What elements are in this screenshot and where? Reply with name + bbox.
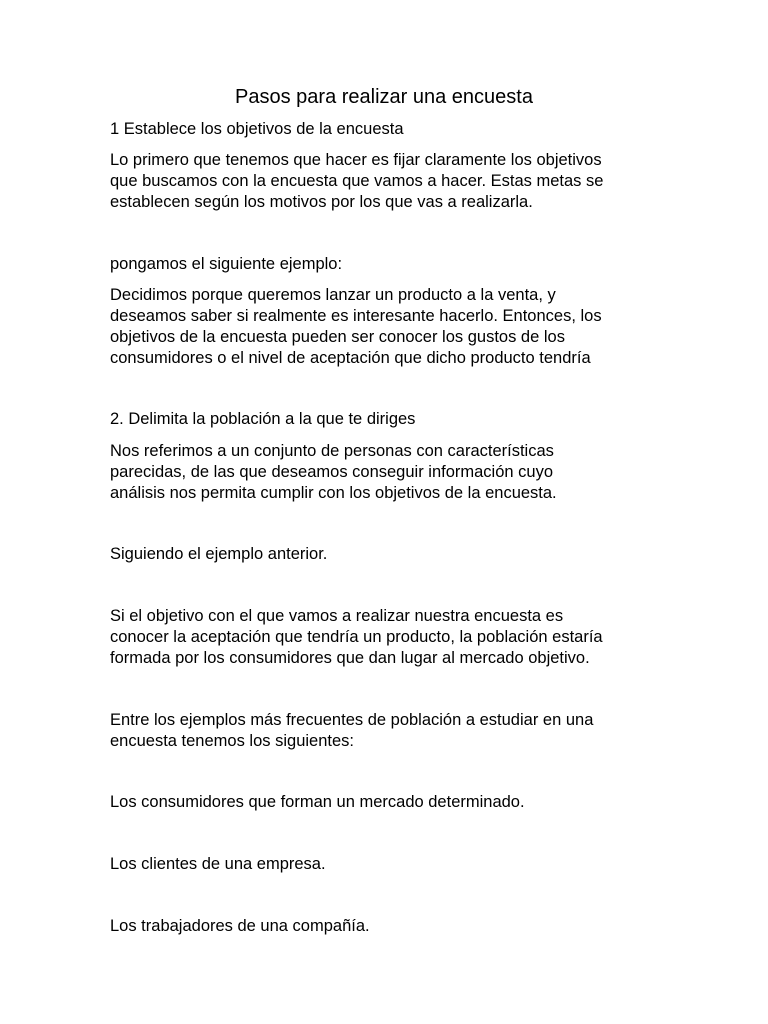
paragraph-line: Decidimos porque queremos lanzar un producto a la venta, y [110, 286, 556, 304]
paragraph-line: formada por los consumidores que dan lugar al mercado objetivo. [110, 649, 590, 667]
paragraph-line: que buscamos con la encuesta que vamos a hacer. Estas metas se [110, 172, 604, 190]
paragraph-line: Siguiendo el ejemplo anterior. [110, 545, 328, 563]
paragraph-line: deseamos saber si realmente es interesante hacerlo. Entonces, los [110, 307, 602, 325]
paragraph-line: Si el objetivo con el que vamos a realizar nuestra encuesta es [110, 607, 564, 625]
paragraph-line: establecen según los motivos por los que vas a realizarla. [110, 193, 533, 211]
paragraph-line: objetivos de la encuesta pueden ser conocer los gustos de los [110, 328, 565, 346]
heading-step-1: 1 Establece los objetivos de la encuesta [110, 120, 404, 138]
paragraph-line: análisis nos permita cumplir con los objetivos de la encuesta. [110, 484, 557, 502]
list-item: Los trabajadores de una compañía. [110, 917, 370, 935]
paragraph-line: pongamos el siguiente ejemplo: [110, 255, 343, 273]
paragraph-line: Entre los ejemplos más frecuentes de población a estudiar en una [110, 711, 594, 729]
paragraph-line: conocer la aceptación que tendría un producto, la población estaría [110, 628, 603, 646]
paragraph-line: consumidores o el nivel de aceptación que dicho producto tendría [110, 349, 591, 367]
paragraph-line: encuesta tenemos los siguientes: [110, 732, 354, 750]
document-title: Pasos para realizar una encuesta [235, 86, 533, 108]
list-item: Los consumidores que forman un mercado determinado. [110, 793, 525, 811]
paragraph-line: Lo primero que tenemos que hacer es fijar claramente los objetivos [110, 151, 602, 169]
list-item: Los clientes de una empresa. [110, 855, 326, 873]
paragraph-line: Nos referimos a un conjunto de personas con características [110, 442, 554, 460]
heading-step-2: 2. Delimita la población a la que te diriges [110, 410, 416, 428]
paragraph-line: parecidas, de las que deseamos conseguir información cuyo [110, 463, 554, 481]
